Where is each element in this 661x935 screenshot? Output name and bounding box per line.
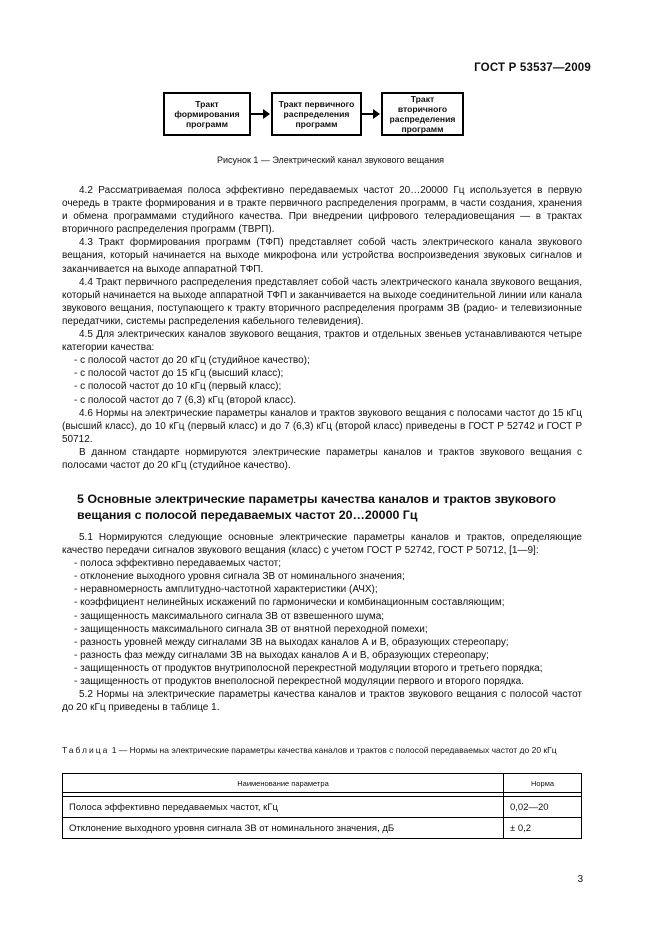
list-item: - с полосой частот до 10 кГц (первый класс); [74,381,282,393]
paragraph-4-4: 4.4 Тракт первичного распределения представляет собой часть электрического канала звукового вещания, который начинается на выходе аппаратной ТФП и заканчивается на выходе соединительной линии или канала звукового вещания, поступающего к тракту вторичного распределения программ ЗВ (радио- и телевизионные передатчики, системы распределения кабельного телевидения). [62,276,582,327]
body-text-section4 [62,184,582,472]
list-item: - защищенность максимального сигнала ЗВ от взвешенного шума; [74,610,385,622]
diagram-box-formation [163,92,251,136]
list-item: - защищенность максимального сигнала ЗВ от внятной переходной помехи; [74,623,428,635]
paragraph-5-2: 5.2 Нормы на электрические параметры качества каналов и трактов звукового вещания с полосой частот до 20 кГц приведены в таблице 1. [62,689,582,714]
list-item: - с полосой частот до 20 кГц (студийное качество); [74,355,310,367]
paragraph-4-6: 4.6 Нормы на электрические параметры каналов и трактов звукового вещания с полосами частот до 15 кГц (высший класс), до 10 кГц (первый класс) и до 7 (6,3) кГц (второй класс) приведены в ГОСТ Р 52742 и ГОСТ Р 50712. [62,407,582,445]
list-item: - с полосой частот до 7 (6,3) кГц (второй класс). [74,394,297,406]
norms-table [62,773,582,839]
list-item: - неравномерность амплитудно-частотной характеристики (АЧХ); [74,584,378,596]
diagram-arrow-2 [362,113,379,115]
diagram-box-primary [271,92,362,136]
table-cell-norm: 0,02—20 [504,797,582,818]
paragraph-standard-scope: В данном стандарте нормируются электрические параметры каналов и трактов звукового вещания с полосами частот до 20 кГц (студийное качество). [62,446,582,471]
diagram-box-primary-label: Тракт первичного распределения программ [278,99,355,129]
paragraph-4-2: 4.2 Рассматриваемая полоса эффективно передаваемых частот 20…20000 Гц используется в первую очередь в тракте формирования и в тракте первичного распределения программ, в части создания, хранения и обмена программами студийного качества. При внедрении цифрового телерадиовещания — в трактах вторичного распределения программ (ТВРП). [62,185,582,236]
table-caption-text: 1 — Нормы на электрические параметры качества каналов и трактов с полосой передаваемых частот до 20 кГц [109,745,557,755]
diagram-arrow-1 [251,113,269,115]
figure-caption: Рисунок 1 — Электрический канал звукового вещания [216,155,445,165]
table-header-parameter: Наименование параметра [63,774,504,793]
list-item: - защищенность от продуктов внутриполосной перекрестной модуляции второго и третьего порядка; [74,662,543,674]
diagram-box-secondary [381,92,464,136]
list-item: - разность фаз между сигналами ЗВ на выходах каналов А и В, образующих стереопару; [74,649,489,661]
channel-diagram [0,92,661,142]
paragraph-5-1: 5.1 Нормируются следующие основные электрические параметры каналов и трактов, определяющие качество передачи сигналов звукового вещания (класс) с учетом ГОСТ Р 52742, ГОСТ Р 50712, [1—9]: [62,532,582,557]
list-item: - с полосой частот до 15 кГц (высший класс); [74,368,284,380]
section-5-heading: 5 Основные электрические параметры качества каналов и трактов звукового вещания с полосой передаваемых частот 20…20000 Гц [77,492,557,522]
paragraph-4-3: 4.3 Тракт формирования программ (ТФП) представляет собой часть электрического канала звукового вещания, который начинается на выходе микрофона или устройства воспроизведения звуковых сигналов и заканчивается на выходе аппаратной ТФП. [62,237,582,275]
list-item: - разность уровней между сигналами ЗВ на выходах каналов А и В, образующих стереопару; [74,636,509,648]
paragraph-4-5: 4.5 Для электрических каналов звукового вещания, трактов и отдельных звеньев устанавливаются четыре категории качества: [62,329,582,354]
table-row [63,797,582,818]
table-row [63,818,582,839]
list-item: - коэффициент нелинейных искажений по гармонически и комбинационным составляющим; [74,597,505,609]
table-cell-parameter: Полоса эффективно передаваемых частот, кГц [63,797,504,818]
table-cell-norm: ± 0,2 [504,818,582,839]
standard-header: ГОСТ Р 53537—2009 [474,62,591,74]
list-item: - полоса эффективно передаваемых частот; [74,558,282,570]
diagram-box-secondary-label: Тракт вторичного распределения программ [389,94,456,134]
table-caption [62,744,582,756]
table-caption-lead: Таблица [62,745,110,755]
body-text-section5 [62,531,582,714]
table-header-norm: Норма [504,774,582,793]
table-header-row [63,774,582,793]
page-number: 3 [577,874,583,885]
table-cell-parameter: Отклонение выходного уровня сигнала ЗВ от номинального значения, дБ [63,818,504,839]
diagram-box-formation-label: Тракт формирования программ [174,99,240,129]
list-item: - отклонение выходного уровня сигнала ЗВ от номинального значения; [74,571,405,583]
list-item: - защищенность от продуктов внеполосной перекрестной модуляции первого и второго порядка. [74,676,524,688]
